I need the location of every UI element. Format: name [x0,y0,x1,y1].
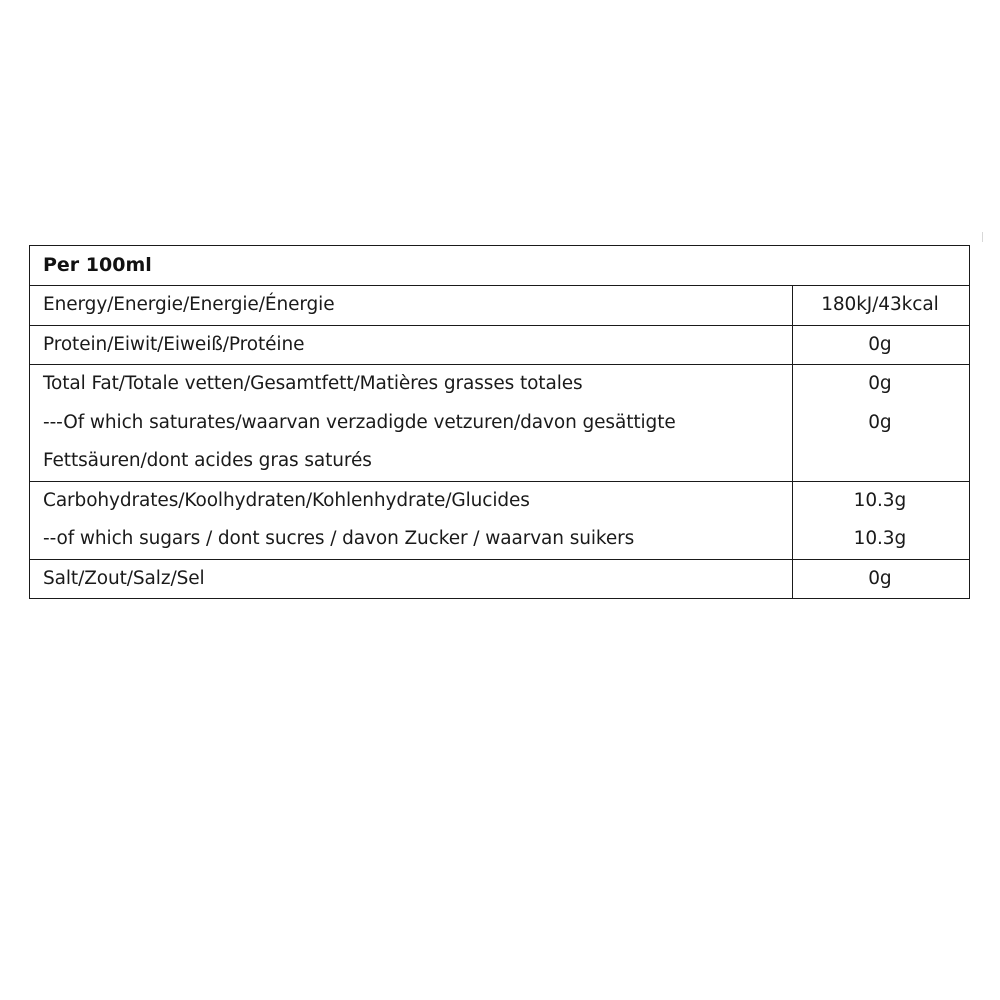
table-header: Per 100ml [30,246,970,286]
nutrient-label-cell [30,365,793,482]
nutrient-value-cell [792,286,969,326]
nutrient-label: Salt/Zout/Salz/Sel [43,567,205,589]
table-row-protein [30,325,970,365]
nutrient-label: Protein/Eiwit/Eiweiß/Protéine [43,333,305,355]
nutrient-sublabel-continued: Fettsäuren/dont acides gras saturés [43,450,372,471]
nutrient-value: 180kJ/43kcal [821,294,939,315]
nutrient-value-cell [792,559,969,599]
nutrient-label-cell [30,286,793,326]
nutrient-subvalue-empty [793,442,969,481]
nutrient-label: Total Fat/Totale vetten/Gesamtfett/Matières grasses totales [43,373,583,394]
table-row-energy [30,286,970,326]
edge-artifact [982,232,983,242]
nutrient-value: 10.3g [853,489,907,511]
nutrition-table [29,245,970,599]
nutrient-label-cell [30,481,793,559]
nutrient-sublabel: --of which sugars / dont sucres / davon Zucker / waarvan suikers [43,528,635,549]
nutrient-value-cell [792,481,969,559]
nutrient-value-cell [792,365,969,482]
nutrient-value: 0g [868,567,892,589]
nutrient-sublabel: ---Of which saturates/waarvan verzadigde vetzuren/davon gesättigte [43,411,676,433]
nutrient-subvalue: 10.3g [853,528,907,549]
table-row-fat [30,365,970,482]
table-row-carbohydrates [30,481,970,559]
nutrient-value-cell [792,325,969,365]
nutrient-label: Carbohydrates/Koolhydraten/Kohlenhydrate/Glucides [43,489,530,511]
table-row-salt [30,559,970,599]
nutrient-subvalue: 0g [868,411,892,433]
nutrient-label: Energy/Energie/Energie/Énergie [43,294,335,315]
nutrient-label-cell [30,559,793,599]
table-header-row [30,246,970,286]
nutrient-value: 0g [868,373,892,394]
nutrient-value: 0g [868,333,892,355]
nutrient-label-cell [30,325,793,365]
